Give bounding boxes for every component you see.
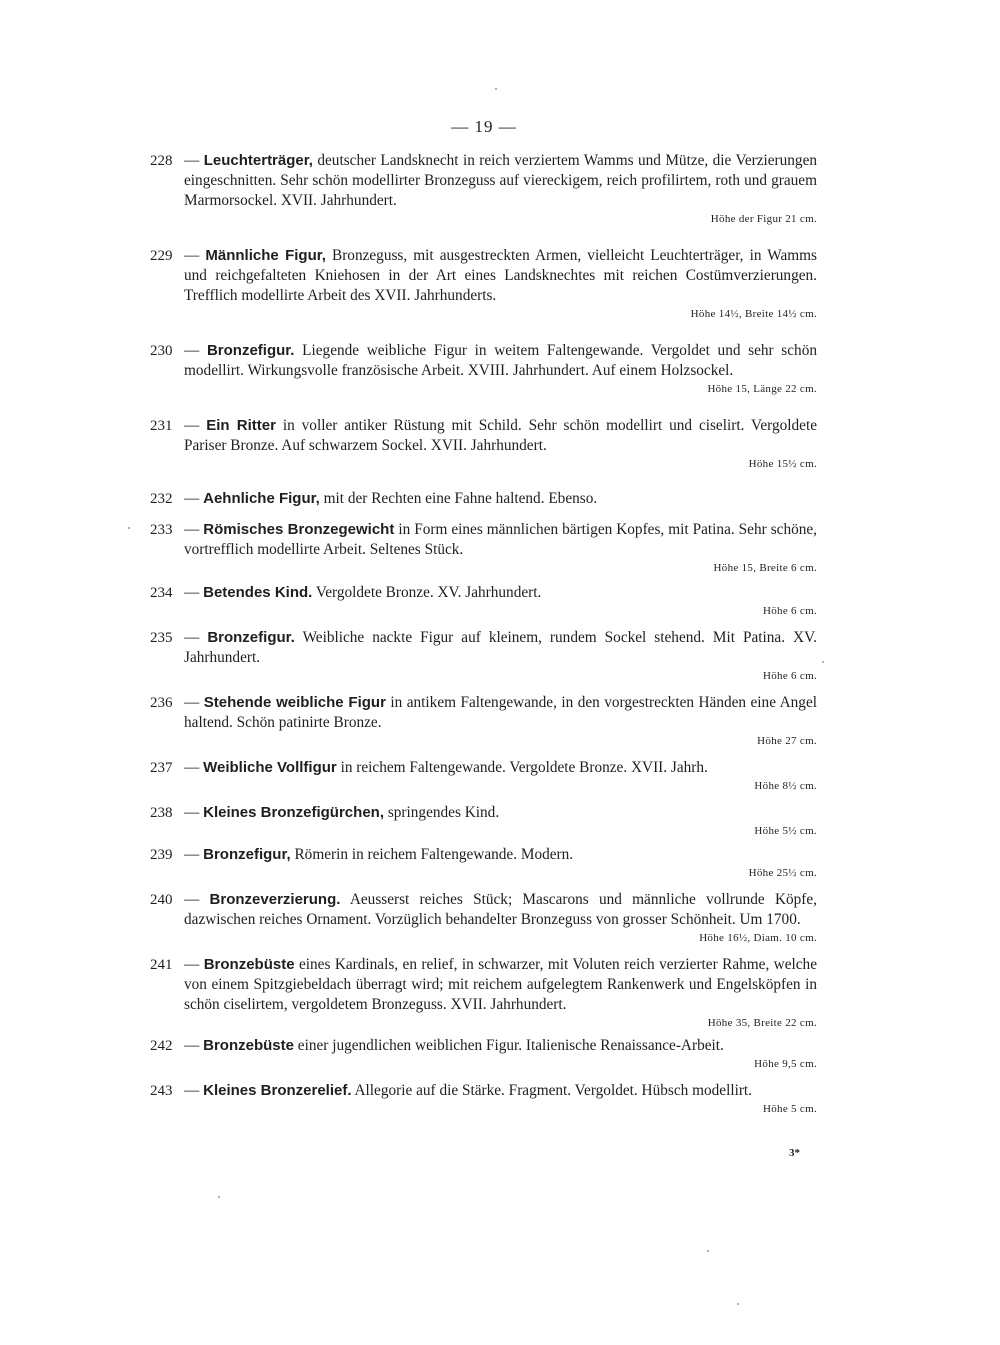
entry-title: Römisches Bronzegewicht [203,521,395,538]
entry-number: 238 [150,805,173,821]
entry-title: Kleines Bronzefigürchen, [203,804,384,821]
entry-number: 241 [150,957,173,973]
entry-description: in antikem Faltengewande, in den vorgestreckten Händen eine Angel haltend. Schön patinirte Bronze. [184,694,817,731]
entry-title: Aehnliche Figur, [203,490,320,507]
page-number: — 19 — [451,117,517,136]
entry-number: 237 [150,760,173,776]
catalog-entry: 229 — Männliche Figur, Bronzeguss, mit ausgestreckten Armen, vielleicht Leuchterträger, in Wamms und reichgefalteten Kniehosen in der Art eines Landsknechtes mit reichen Costümverzierungen. Trefflich modellirte Arbeit des XVII. Jahrhunderts. Höhe 14½, Breite 14½ cm. [150,247,817,320]
entry-number: 242 [150,1038,173,1054]
entry-description: Vergoldete Bronze. XV. Jahrhundert. [315,584,542,601]
entry-number: 234 [150,585,173,601]
entry-description: Allegorie auf die Stärke. Fragment. Vergoldet. Hübsch modellirt. [354,1082,752,1099]
signature-mark: 3* [789,1147,800,1159]
entry-number: 233 [150,522,173,538]
entry-dimensions: Höhe 25½ cm. [748,867,817,879]
entry-number: 230 [150,343,173,359]
entry-title: Bronzeverzierung. [209,891,341,908]
entry-description: Bronzeguss, mit ausgestreckten Armen, vielleicht Leuchterträger, in Wamms und reichgefalteten Kniehosen in der Art eines Landsknechtes mit reichen Costümverzierungen. Trefflich modellirte Arbeit des XVII. Jahrhunderts. [184,247,817,304]
entry-number: 228 [150,153,173,169]
catalog-entry: 235 — Bronzefigur. Weibliche nackte Figur auf kleinem, rundem Sockel stehend. Mit Patina. XV. Jahrhundert. Höhe 6 cm. [150,629,817,682]
entry-title: Bronzebüste [203,1037,294,1054]
entry-title: Männliche Figur, [205,247,326,264]
catalog-entry: 233 — Römisches Bronzegewicht in Form eines männlichen bärtigen Kopfes, mit Patina. Sehr schöne, vortrefflich modellirte Arbeit. Seltenes Stück. Höhe 15, Breite 6 cm. [150,521,817,574]
entry-description: deutscher Landsknecht in reich verziertem Wamms und Mütze, die Verzierungen eingeschnitten. Sehr schön modellirter Bronzeguss auf viereckigem, reich profilirtem, roth und grauem Marmorsockel. XVII. Jahrhundert. [184,152,818,209]
paper-speck [737,1303,739,1305]
entry-title: Kleines Bronzerelief. [203,1082,352,1099]
entry-title: Ein Ritter [206,417,276,434]
catalog-entry: 234 — Betendes Kind. Vergoldete Bronze. XV. Jahrhundert. Höhe 6 cm. [150,584,817,617]
catalog-entry: 230 — Bronzefigur. Liegende weibliche Figur in weitem Faltengewande. Vergoldet und sehr schön modellirt. Wirkungsvolle französische Arbeit. XVIII. Jahrhundert. Auf einem Holzsockel. Höhe 15, Länge 22 cm. [150,342,817,395]
entry-description: springendes Kind. [387,804,500,821]
paper-speck [495,88,497,90]
entry-dimensions: Höhe 27 cm. [757,735,817,747]
paper-speck [822,661,824,663]
entry-number: 239 [150,847,173,863]
entry-dimensions: Höhe 6 cm. [762,670,817,682]
catalog-entry: 237 — Weibliche Vollfigur in reichem Faltengewande. Vergoldete Bronze. XVII. Jahrh. Höhe 8½ cm. [150,759,817,792]
entry-description: in Form eines männlichen bärtigen Kopfes, mit Patina. Sehr schöne, vortrefflich modellirte Arbeit. Seltenes Stück. [184,521,817,558]
entry-description: Liegende weibliche Figur in weitem Faltengewande. Vergoldet und sehr schön modellirt. Wirkungsvolle französische Arbeit. XVIII. Jahrhundert. Auf einem Holzsockel. [184,342,817,379]
catalog-entry: 241 — Bronzebüste eines Kardinals, en relief, in schwarzer, mit Voluten reich verzierter Rahme, welche von einem Spitzgiebeldach überragt wird; mit reichem aufgelegtem Rankenwerk und Engelsköpfen in schön ciselirtem, vergoldetem Bronzeguss. XVII. Jahrhundert. Höhe 35, Breite 22 cm. [150,956,817,1029]
entry-dimensions: Höhe 5½ cm. [754,825,817,837]
entry-number: 231 [150,418,173,434]
entry-description: einer jugendlichen weiblichen Figur. Italienische Renaissance-Arbeit. [297,1037,724,1054]
catalog-entry: 228 — Leuchterträger, deutscher Landsknecht in reich verziertem Wamms und Mütze, die Verzierungen eingeschnitten. Sehr schön modellirter Bronzeguss auf viereckigem, reich profilirtem, roth und grauem Marmorsockel. XVII. Jahrhundert. Höhe der Figur 21 cm. [150,152,818,225]
entry-number: 229 [150,248,173,264]
entry-dimensions: Höhe 5 cm. [762,1103,817,1115]
entry-title: Bronzefigur, [203,846,291,863]
entry-description: Römerin in reichem Faltengewande. Modern. [294,846,574,863]
entry-dimensions: Höhe 6 cm. [762,605,817,617]
entry-description: in reichem Faltengewande. Vergoldete Bronze. XVII. Jahrh. [340,759,708,776]
paper-speck [218,1196,220,1198]
entry-description: in voller antiker Rüstung mit Schild. Sehr schön modellirt und ciselirt. Vergoldete Pariser Bronze. Auf schwarzem Sockel. XVII. Jahrhundert. [184,417,817,454]
entry-description: Weibliche nackte Figur auf kleinem, rundem Sockel stehend. Mit Patina. XV. Jahrhundert. [184,629,817,666]
entry-dimensions: Höhe 9,5 cm. [754,1058,817,1070]
entry-title: Betendes Kind. [203,584,313,601]
catalog-entry: 240 — Bronzeverzierung. Aeusserst reiches Stück; Mascarons und männliche vollrunde Köpfe, dazwischen reiches Ornament. Vorzüglich behandelter Bronzeguss von grosser Schönheit. Um 1700. Höhe 16½, Diam. 10 cm. [150,891,818,944]
entry-title: Weibliche Vollfigur [203,759,337,776]
entry-description: eines Kardinals, en relief, in schwarzer, mit Voluten reich verzierter Rahme, welche von einem Spitzgiebeldach überragt wird; mit reichem aufgelegtem Rankenwerk und Engelsköpfen in schön ciselirtem, vergoldetem Bronzeguss. XVII. Jahrhundert. [184,956,817,1013]
entry-title: Bronzefigur. [206,342,295,359]
entry-title: Bronzebüste [203,956,295,973]
paper-speck [707,1250,709,1252]
catalog-entries [150,151,817,1117]
catalog-entry: 236 — Stehende weibliche Figur in antikem Faltengewande, in den vorgestreckten Händen eine Angel haltend. Schön patinirte Bronze. Höhe 27 cm. [150,694,817,747]
entry-number: 236 [150,695,173,711]
catalog-entry: 239 — Bronzefigur, Römerin in reichem Faltengewande. Modern. Höhe 25½ cm. [150,846,817,879]
entry-number: 243 [150,1083,173,1099]
catalog-entry: 238 — Kleines Bronzefigürchen, springendes Kind. Höhe 5½ cm. [150,804,817,837]
paper-speck [128,527,130,529]
entry-dimensions: Höhe 15½ cm. [748,458,817,470]
entry-dimensions: Höhe 15, Breite 6 cm. [713,562,817,574]
entry-number: 240 [150,892,173,908]
entry-dimensions: Höhe der Figur 21 cm. [710,213,817,225]
catalog-entry: 242 — Bronzebüste einer jugendlichen weiblichen Figur. Italienische Renaissance-Arbeit. Höhe 9,5 cm. [150,1037,817,1070]
entry-dimensions: Höhe 8½ cm. [754,780,817,792]
entry-title: Leuchterträger, [203,152,313,169]
entry-number: 232 [150,491,173,507]
entry-description: mit der Rechten eine Fahne haltend. Ebenso. [323,490,598,507]
entry-description: Aeusserst reiches Stück; Mascarons und männliche vollrunde Köpfe, dazwischen reiches Ornament. Vorzüglich behandelter Bronzeguss von grosser Schönheit. Um 1700. [184,891,818,928]
entry-dimensions: Höhe 16½, Diam. 10 cm. [699,932,817,944]
catalog-entry: 231 — Ein Ritter in voller antiker Rüstung mit Schild. Sehr schön modellirt und ciselirt. Vergoldete Pariser Bronze. Auf schwarzem Sockel. XVII. Jahrhundert. Höhe 15½ cm. [150,417,817,470]
entry-title: Bronzefigur. [207,629,295,646]
entry-dimensions: Höhe 15, Länge 22 cm. [707,383,817,395]
catalog-entry: 243 — Kleines Bronzerelief. Allegorie auf die Stärke. Fragment. Vergoldet. Hübsch modellirt. Höhe 5 cm. [150,1082,817,1115]
entry-dimensions: Höhe 14½, Breite 14½ cm. [690,308,817,320]
entry-dimensions: Höhe 35, Breite 22 cm. [707,1017,817,1029]
entry-title: Stehende weibliche Figur [203,694,386,711]
catalog-entry: 232 — Aehnliche Figur, mit der Rechten eine Fahne haltend. Ebenso. [150,490,598,507]
entry-number: 235 [150,630,173,646]
